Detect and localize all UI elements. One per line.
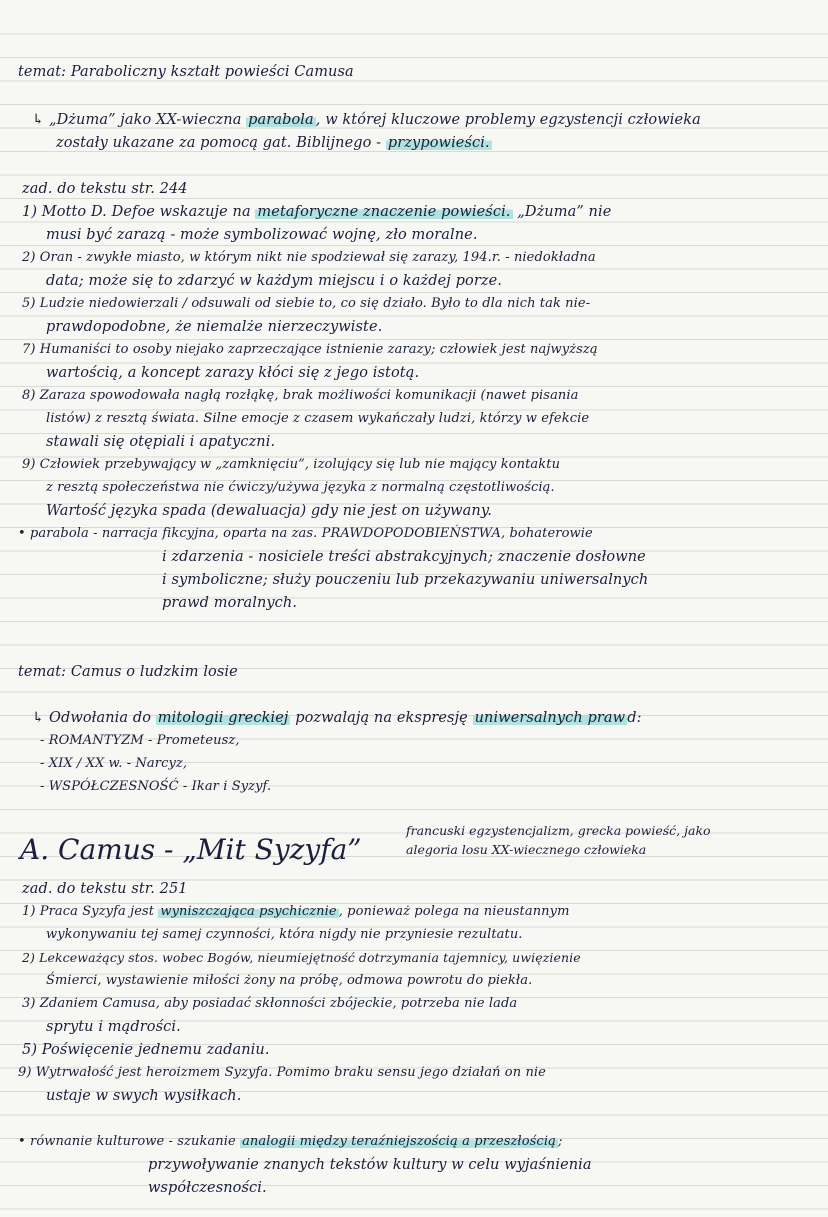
section1-task-heading: zad. do tekstu str. 244 xyxy=(22,181,188,197)
s1-item8-line2: listów) z resztą świata. Silne emocje z czasem wykańczały ludzi, którzy w efekcie xyxy=(46,411,590,426)
s1-item1-pre: 1) Motto D. Defoe wskazuje na xyxy=(22,204,256,220)
highlight-metaforyczne: metaforyczne znaczenie powieści. xyxy=(257,204,511,220)
list-item-romantyzm: - ROMANTYZM - Prometeusz, xyxy=(40,733,240,748)
s2-item1-post: , ponieważ polega na nieustannym xyxy=(338,904,570,919)
s1-item5-line2: prawdopodobne, że niemalże nierzeczywiste. xyxy=(46,319,383,335)
s2-item1-line2: wykonywaniu tej samej czynności, która nigdy nie przyniesie rezultatu. xyxy=(46,927,523,942)
section2-title: temat: Camus o ludzkim losie xyxy=(18,664,238,680)
def-parabola-line3: i symboliczne; służy pouczeniu lub przekazywaniu uniwersalnych xyxy=(162,572,649,588)
rownanie-post: ; xyxy=(557,1134,563,1149)
def-rownanie-line2: przywoływanie znanych tekstów kultury w celu wyjaśnienia xyxy=(148,1157,592,1173)
def-parabola-line4: prawd moralnych. xyxy=(162,595,298,611)
def-rownanie-line3: współczesności. xyxy=(148,1180,267,1196)
def-rownanie-line1 xyxy=(18,1133,562,1151)
s1-item1-post: „Dżuma” nie xyxy=(512,204,612,220)
s1-item7-line2: wartością, a koncept zarazy kłóci się z jego istotą. xyxy=(46,365,420,381)
intro-text-post: , w której kluczowe problemy egzystencji człowieka xyxy=(315,112,701,128)
intro-text-pre: ↳ „Dżuma” jako XX-wieczna xyxy=(32,112,247,128)
def-parabola-line1: • parabola - narracja fikcyjna, oparta na zas. PRAWDOPODOBIEŃSTWA, bohaterowie xyxy=(18,526,593,541)
s1-item8-line1: 8) Zaraza spowodowała nagłą rozłąkę, brak możliwości komunikacji (nawet pisania xyxy=(22,388,579,403)
s2-intro-post: d: xyxy=(627,710,642,726)
highlight-mitologii: mitologii greckiej xyxy=(157,710,289,726)
s1-item9-line1: 9) Człowiek przebywający w „zamknięciu”, izolujący się lub nie mający kontaktu xyxy=(22,457,561,472)
intro2-text-pre: zostały ukazane za pomocą gat. Biblijnego - xyxy=(56,135,386,151)
list-item-xix-xx: - XIX / XX w. - Narcyz, xyxy=(40,756,188,771)
s1-item5-line1: 5) Ludzie niedowierzali / odsuwali od siebie to, co się działo. Było to dla nich tak nie- xyxy=(22,296,591,311)
s2-item2-line1: 2) Lekceważący stos. wobec Bogów, nieumiejętność dotrzymania tajemnicy, uwięzienie xyxy=(22,950,581,965)
s2-item3-line1: 3) Zdaniem Camusa, aby posiadać skłonności zbójeckie, potrzeba nie lada xyxy=(22,996,518,1011)
s2-item9-line2: ustaje w swych wysiłkach. xyxy=(46,1088,242,1104)
section2-task-heading: zad. do tekstu str. 251 xyxy=(22,881,188,897)
s1-item2-line2: data; może się to zdarzyć w każdym miejscu i o każdej porze. xyxy=(46,273,502,289)
section1-intro-line2 xyxy=(56,134,492,152)
s2-item9-line1: 9) Wytrwałość jest heroizmem Syzyfa. Pomimo braku sensu jego działań on nie xyxy=(18,1065,546,1080)
highlight-parabola: parabola xyxy=(248,112,314,128)
s1-item7-line1: 7) Humaniści to osoby niejako zaprzeczające istnienie zarazy; człowiek jest najwyższą xyxy=(22,342,598,357)
s2-item1-pre: 1) Praca Syzyfa jest xyxy=(22,904,159,919)
s2-item2-line2: Śmierci, wystawienie miłości żony na próbę, odmowa powrotu do piekła. xyxy=(46,973,533,988)
section2-intro-line xyxy=(32,709,642,727)
section1-intro-line1 xyxy=(32,111,701,129)
highlight-wyniszczajaca: wyniszczająca psychicznie xyxy=(160,904,337,919)
s1-item2-line1: 2) Oran - zwykłe miasto, w którym nikt nie spodziewał się zarazy, 194.r. - niedokładna xyxy=(22,250,596,265)
s2-intro-pre: ↳ Odwołania do xyxy=(32,710,156,726)
big-title-mit-syzyfa: A. Camus - „Mit Syzyfa” xyxy=(20,833,362,866)
s2-item5-line1: 5) Poświęcenie jednemu zadaniu. xyxy=(22,1042,270,1058)
s1-item1-line2: musi być zarazą - może symbolizować wojnę, zło moralne. xyxy=(46,227,478,243)
s1-item1-line1 xyxy=(22,203,611,221)
big-title-side-line2: alegoria losu XX-wiecznego człowieka xyxy=(406,842,647,857)
section1-title: temat: Paraboliczny kształt powieści Camusa xyxy=(18,64,354,80)
def-parabola-line2: i zdarzenia - nosiciele treści abstrakcyjnych; znaczenie dosłowne xyxy=(162,549,646,565)
rownanie-pre: • równanie kulturowe - szukanie xyxy=(18,1134,241,1149)
s1-item9-line2: z resztą społeczeństwa nie ćwiczy/używa języka z normalną częstotliwością. xyxy=(46,480,555,495)
s2-item3-line2: sprytu i mądrości. xyxy=(46,1019,181,1035)
list-item-wspolczesnosc: - WSPÓŁCZESNOŚĆ - Ikar i Syzyf. xyxy=(40,779,272,794)
highlight-analogii: analogii między teraźniejszością a przeszłością xyxy=(242,1134,556,1149)
s1-item9-line3: Wartość języka spada (dewaluacja) gdy nie jest on używany. xyxy=(46,503,492,519)
highlight-uniwersalnych: uniwersalnych praw xyxy=(474,710,626,726)
s2-item1-line1 xyxy=(22,903,570,921)
s1-item8-line3: stawali się otępiali i apatyczni. xyxy=(46,434,276,450)
big-title-side-line1: francuski egzystencjalizm, grecka powieść, jako xyxy=(406,823,711,838)
s2-intro-mid: pozwalają na ekspresję xyxy=(290,710,473,726)
highlight-przypowiesci: przypowieści. xyxy=(387,135,490,151)
